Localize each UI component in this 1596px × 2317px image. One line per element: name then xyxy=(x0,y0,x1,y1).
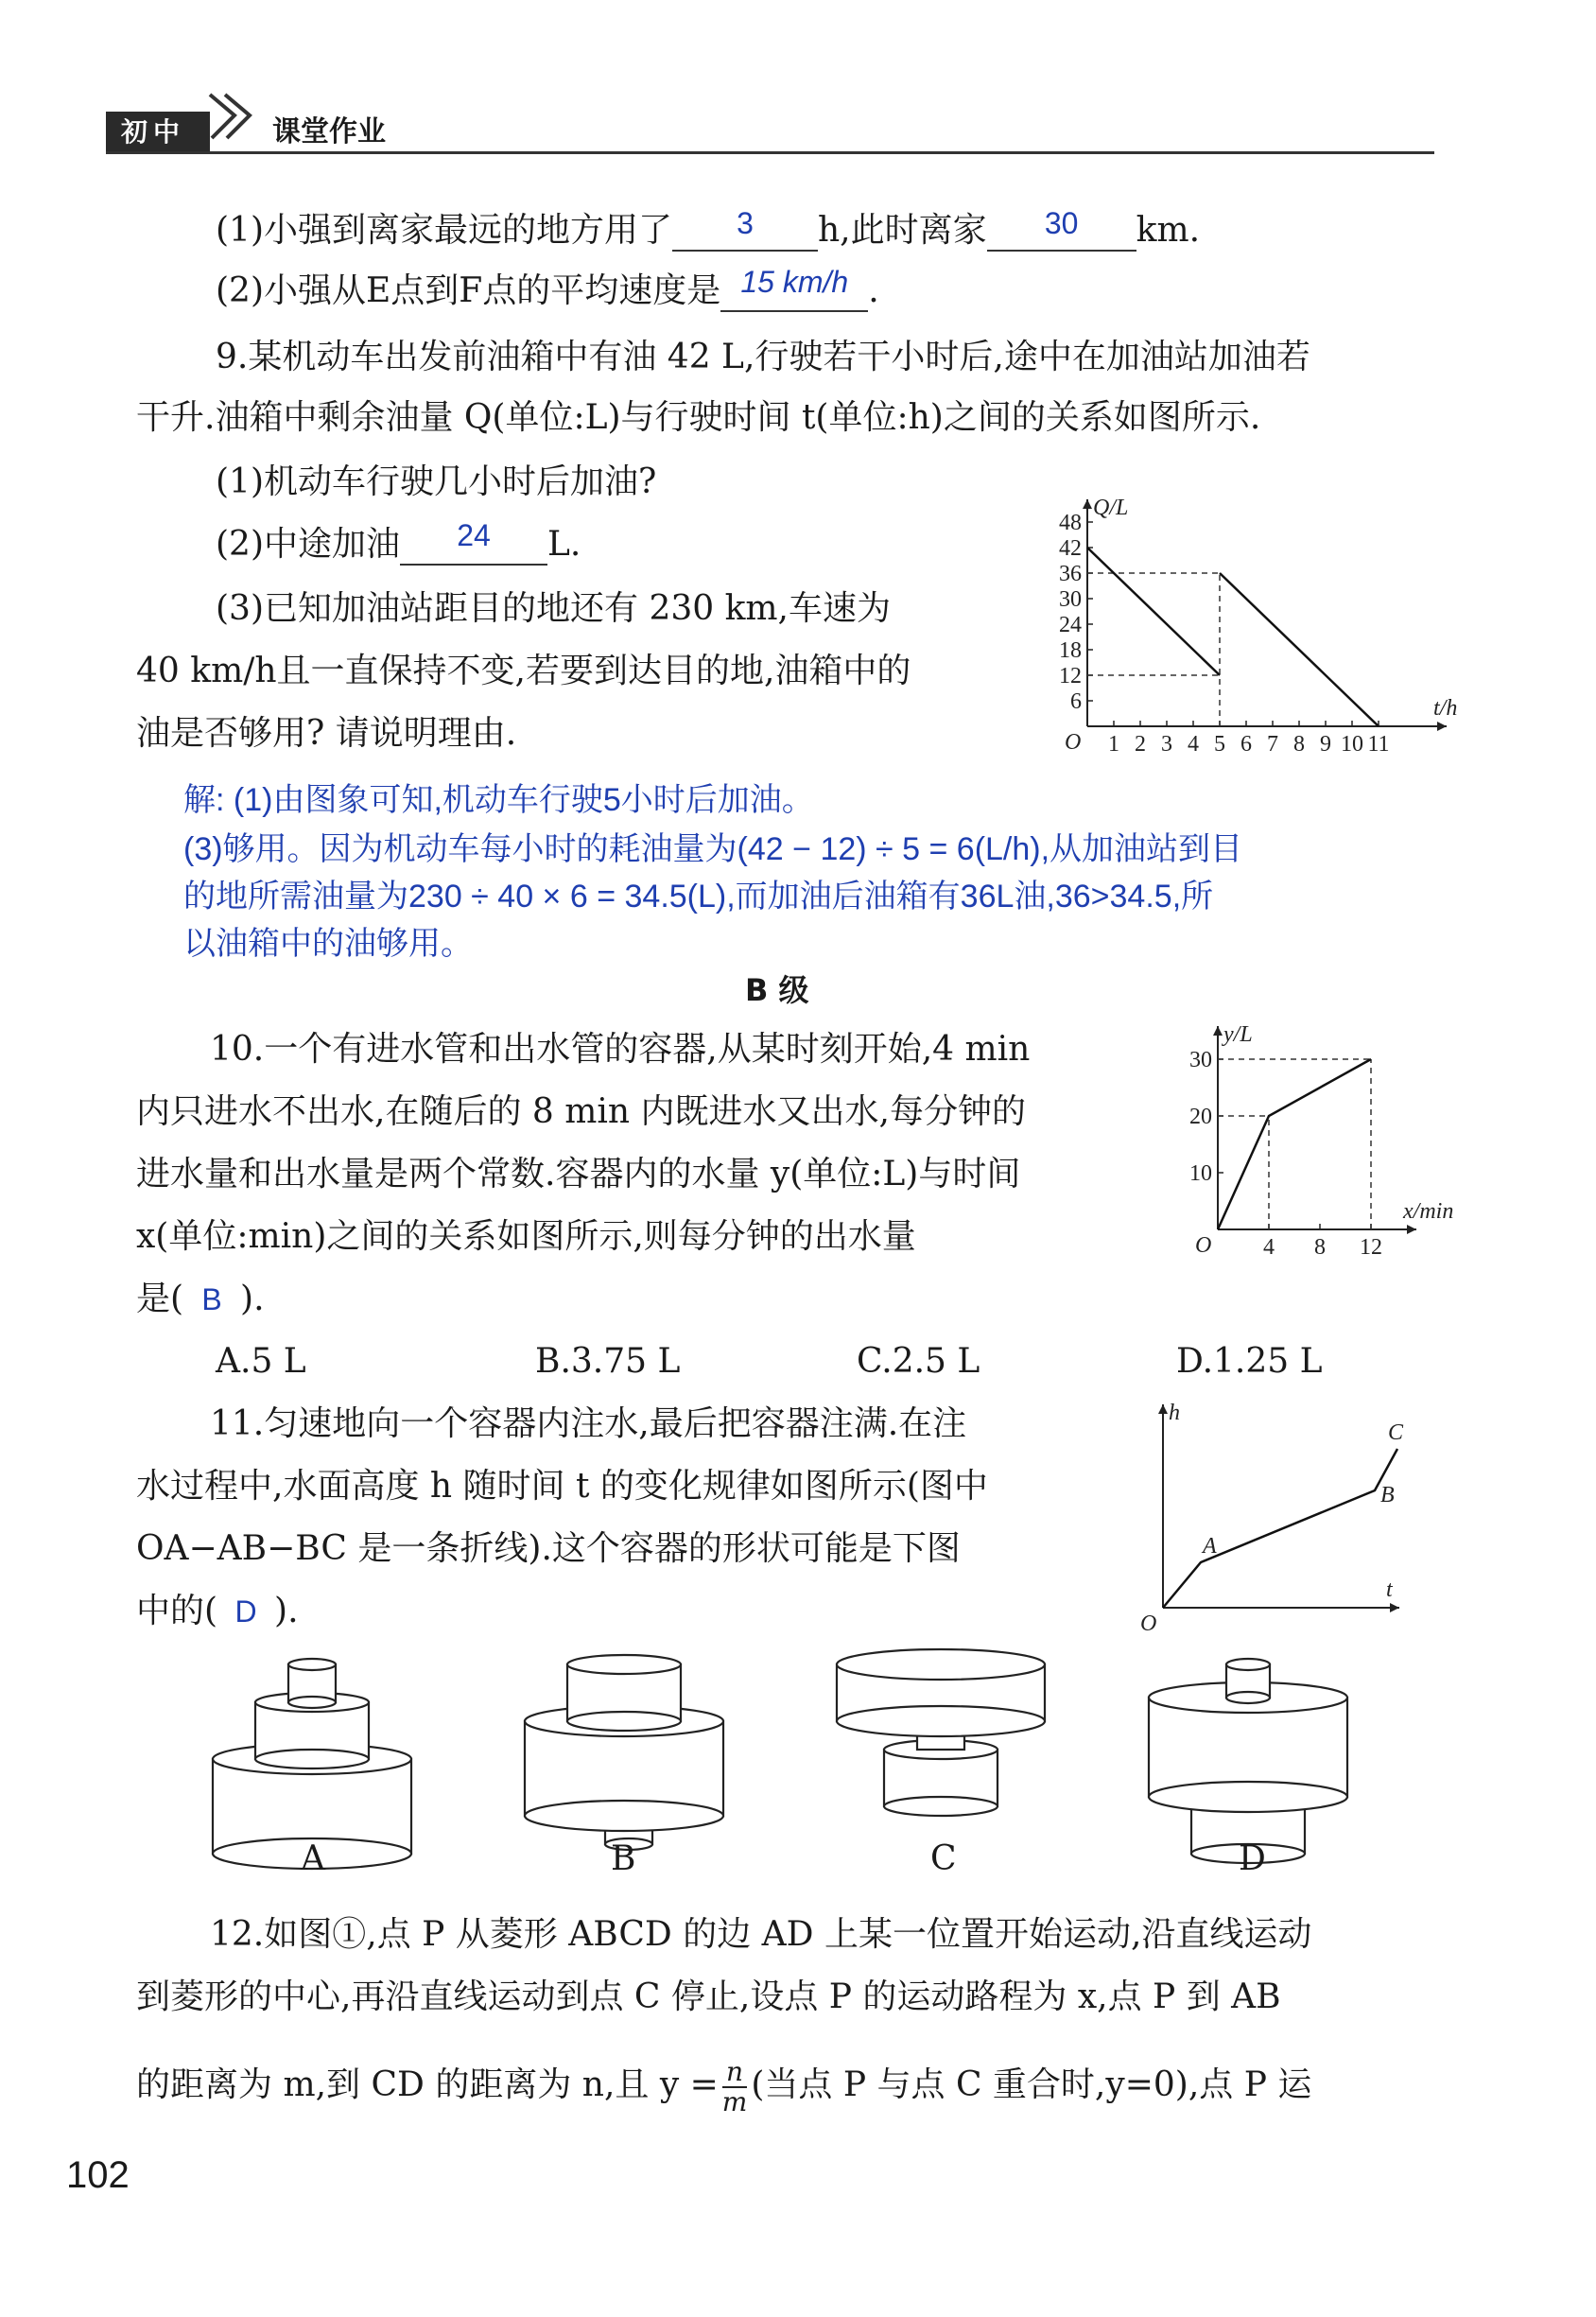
x-tick-label: 5 xyxy=(1214,732,1225,757)
q9-sub3-l2: 40 km/h且一直保持不变,若要到达目的地,油箱中的 xyxy=(136,652,911,690)
q12-fraction xyxy=(722,2058,748,2117)
q10-line3: 进水量和出水量是两个常数.容器内的水量 y(单位:L)与时间 xyxy=(136,1155,1021,1193)
q9-fuel-chart xyxy=(1040,492,1458,775)
y-tick-label: 42 xyxy=(1059,536,1082,561)
x-tick-label: 6 xyxy=(1240,732,1252,757)
q8-answer-distance: 30 xyxy=(1044,206,1079,240)
q12-l3-pre: 的距离为 m,到 CD 的距离为 n,且 y = xyxy=(136,2065,719,2104)
x-axis-label: t xyxy=(1386,1577,1393,1602)
x-tick-label: 9 xyxy=(1320,732,1331,757)
q8-p2-text: (2)小强从E点到F点的平均速度是 xyxy=(216,271,721,310)
q11-l4-post: ). xyxy=(274,1592,299,1630)
container-label-d: D xyxy=(1239,1839,1266,1878)
x-tick-label: 12 xyxy=(1360,1235,1382,1260)
q9-line2: 干升.油箱中剩余油量 Q(单位:L)与行驶时间 t(单位:h)之间的关系如图所示. xyxy=(136,398,1261,437)
header-badge-text: 初中 xyxy=(121,116,186,148)
q8-answer-speed: 15 km/h xyxy=(740,265,849,299)
q8-part1 xyxy=(216,206,1201,252)
q9-s2-post: L. xyxy=(547,525,581,564)
y-axis-label: h xyxy=(1169,1401,1180,1425)
point-label-a: A xyxy=(1203,1534,1217,1559)
y-tick-label: 10 xyxy=(1189,1161,1212,1186)
q8-p2-post: . xyxy=(868,271,879,310)
x-tick-label: 10 xyxy=(1341,732,1363,757)
q11-l4-pre: 中的( xyxy=(136,1592,218,1630)
q10-line4: x(单位:min)之间的关系如图所示,则每分钟的出水量 xyxy=(136,1217,916,1256)
x-tick-label: 1 xyxy=(1108,732,1119,757)
q9-s2-text: (2)中途加油 xyxy=(216,525,400,564)
q10-option-a: A.5 L xyxy=(216,1342,306,1381)
q12-frac-num: n xyxy=(722,2058,748,2088)
q10-option-d: D.1.25 L xyxy=(1176,1342,1323,1381)
q8-part2 xyxy=(216,265,879,312)
y-tick-label: 48 xyxy=(1059,511,1082,535)
q9-solution-3-l2: 的地所需油量为230 ÷ 40 × 6 = 34.5(L),而加油后油箱有36L油,36>34.5,所 xyxy=(183,879,1214,915)
y-tick-label: 18 xyxy=(1059,638,1082,663)
container-b xyxy=(525,1655,723,1850)
q12-l3-post: (当点 P 与点 C 重合时,y=0),点 P 运 xyxy=(751,2065,1312,2104)
q9-line1: 9.某机动车出发前油箱中有油 42 L,行驶若干小时后,途中在加油站加油若 xyxy=(216,338,1310,376)
x-axis-arrow xyxy=(1390,1603,1399,1612)
point-label-c: C xyxy=(1388,1420,1404,1445)
section-b-title: B 级 xyxy=(745,972,809,1008)
q10-l5-post: ). xyxy=(240,1280,265,1318)
y-axis-arrow xyxy=(1083,499,1092,509)
q10-answer: B xyxy=(201,1282,222,1316)
height-line xyxy=(1163,1449,1397,1608)
q11-line1: 11.匀速地向一个容器内注水,最后把容器注满.在注 xyxy=(210,1404,967,1443)
container-label-a: A xyxy=(301,1839,325,1878)
q12-line2: 到菱形的中心,再沿直线运动到点 C 停止,设点 P 的运动路程为 x,点 P 到 AB xyxy=(136,1977,1281,2016)
header-title: 课堂作业 xyxy=(272,115,386,148)
origin-label: O xyxy=(1140,1611,1157,1636)
page-number: 102 xyxy=(66,2154,130,2196)
q10-l5-pre: 是( xyxy=(136,1280,184,1318)
x-tick-label: 4 xyxy=(1188,732,1199,757)
q9-solution-3-l3: 以油箱中的油够用。 xyxy=(183,926,473,962)
y-tick-label: 20 xyxy=(1189,1105,1212,1129)
y-axis-arrow xyxy=(1158,1404,1168,1414)
container-d xyxy=(1149,1659,1347,1863)
x-tick-label: 11 xyxy=(1367,732,1390,757)
q10-line2: 内只进水不出水,在随后的 8 min 内既进水又出水,每分钟的 xyxy=(136,1092,1026,1131)
q9-sub2 xyxy=(216,518,581,566)
q9-sub3-l3: 油是否够用? 请说明理由. xyxy=(136,714,517,753)
q8-p1-post: km. xyxy=(1136,211,1201,250)
x-axis-label: t/h xyxy=(1433,696,1458,721)
header-rule xyxy=(106,151,1434,154)
y-tick-label: 30 xyxy=(1059,587,1082,612)
q9-sub1: (1)机动车行驶几小时后加油? xyxy=(216,462,657,501)
container-label-b: B xyxy=(611,1839,636,1878)
q10-option-b: B.3.75 L xyxy=(535,1342,681,1381)
y-tick-label: 24 xyxy=(1059,613,1082,637)
q11-container-shapes xyxy=(189,1646,1380,1891)
y-axis-label: Q/L xyxy=(1093,496,1129,520)
x-tick-label: 8 xyxy=(1293,732,1305,757)
q11-answer: D xyxy=(234,1594,257,1629)
q9-sub3-l1: (3)已知加油站距目的地还有 230 km,车速为 xyxy=(216,589,891,628)
x-axis-arrow xyxy=(1437,722,1447,731)
y-tick-label: 30 xyxy=(1189,1048,1212,1072)
fuel-segment-before-refuel xyxy=(1087,548,1220,675)
y-tick-label: 6 xyxy=(1070,689,1082,714)
container-c xyxy=(837,1649,1045,1816)
header-chevron-icon xyxy=(197,81,263,153)
q11-height-chart xyxy=(1135,1400,1409,1636)
q8-p1-mid: h,此时离家 xyxy=(818,211,987,250)
q10-line5 xyxy=(136,1279,265,1320)
origin-label: O xyxy=(1195,1233,1212,1258)
x-axis-label: x/min xyxy=(1403,1199,1454,1224)
point-label-b: B xyxy=(1380,1483,1395,1507)
fuel-segment-after-refuel xyxy=(1220,573,1379,726)
water-line xyxy=(1218,1059,1371,1229)
q10-line1: 10.一个有进水管和出水管的容器,从某时刻开始,4 min xyxy=(210,1030,1031,1069)
q11-line2: 水过程中,水面高度 h 随时间 t 的变化规律如图所示(图中 xyxy=(136,1467,988,1506)
container-a xyxy=(213,1659,411,1869)
q11-line4 xyxy=(136,1591,299,1632)
y-tick-label: 36 xyxy=(1059,562,1082,586)
q12-frac-den: m xyxy=(721,2086,748,2117)
q11-line3: OA−AB−BC 是一条折线).这个容器的形状可能是下图 xyxy=(136,1529,961,1568)
x-tick-label: 2 xyxy=(1135,732,1146,757)
x-tick-label: 3 xyxy=(1161,732,1172,757)
q10-option-c: C.2.5 L xyxy=(857,1342,980,1381)
y-axis-arrow xyxy=(1213,1026,1223,1036)
x-tick-label: 8 xyxy=(1314,1235,1326,1260)
origin-label: O xyxy=(1065,730,1082,755)
x-axis-arrow xyxy=(1407,1225,1416,1234)
y-tick-label: 12 xyxy=(1059,664,1082,688)
container-label-c: C xyxy=(930,1839,957,1878)
q9-solution-3-l1: (3)够用。因为机动车每小时的耗油量为(42 − 12) ÷ 5 = 6(L/h),从加油站到目 xyxy=(183,831,1243,867)
q10-water-chart xyxy=(1163,1012,1454,1267)
q8-p1-text: (1)小强到离家最远的地方用了 xyxy=(216,211,672,250)
q9-solution-1: 解: (1)由图象可知,机动车行驶5小时后加油。 xyxy=(183,782,814,818)
x-tick-label: 4 xyxy=(1263,1235,1275,1260)
q12-line1: 12.如图①,点 P 从菱形 ABCD 的边 AD 上某一位置开始运动,沿直线运动 xyxy=(210,1915,1312,1954)
q12-line3 xyxy=(136,2058,1311,2117)
q9-answer-refuel: 24 xyxy=(457,518,491,552)
y-axis-label: y/L xyxy=(1223,1022,1253,1047)
q8-answer-hours: 3 xyxy=(737,206,754,240)
x-tick-label: 7 xyxy=(1267,732,1278,757)
